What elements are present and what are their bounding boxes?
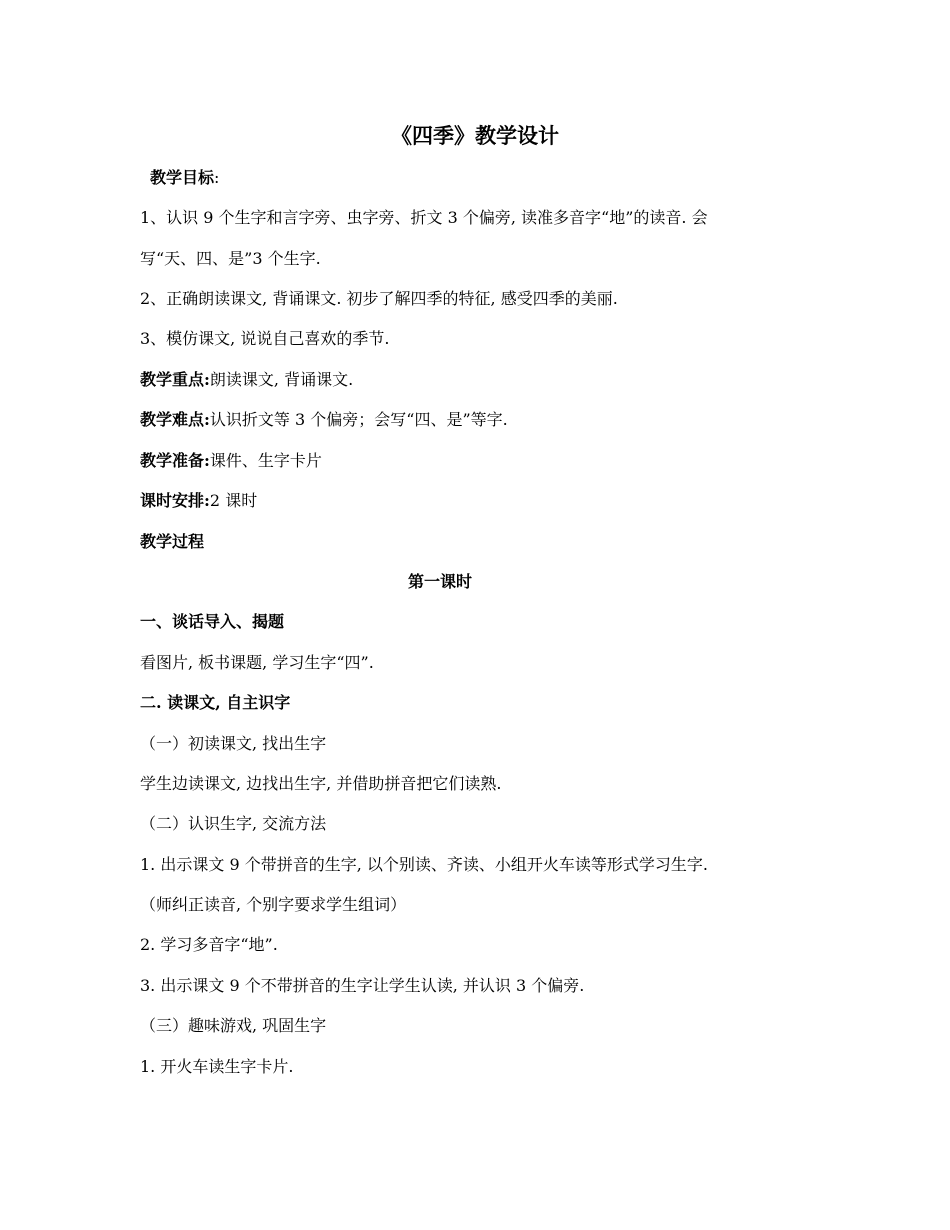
objective-2: 2、正确朗读课文, 背诵课文. 初步了解四季的特征, 感受四季的美丽. [140,289,618,308]
objective-1-line-1: 1、认识 9 个生字和言字旁、虫字旁、折文 3 个偏旁, 读准多音字“地”的读音. 会 [140,208,708,227]
preparation-text: 课件、生字卡片 [209,451,322,470]
sub-2-heading: （二）认识生字, 交流方法 [140,814,327,833]
preparation-label: 教学准备: [140,451,210,470]
objectives-label: 教学目标 [150,168,215,187]
process-heading: 教学过程 [140,532,205,551]
sub-1-text: 学生边读课文, 边找出生字, 并借助拼音把它们读熟. [140,774,502,793]
sub-2-item-1-note: （师纠正读音, 个别字要求学生组词） [140,895,407,914]
objectives-colon: : [214,168,220,187]
objective-3: 3、模仿课文, 说说自己喜欢的季节. [140,329,390,348]
section-1-heading: 一、谈话导入、揭题 [140,612,285,631]
sub-1-heading: （一）初读课文, 找出生字 [140,734,327,753]
lesson-one-heading: 第一课时 [407,572,472,591]
sub-3-heading: （三）趣味游戏, 巩固生字 [140,1016,327,1035]
sub-3-item-1: 1. 开火车读生字卡片. [140,1057,294,1076]
objectives-heading [150,167,840,189]
objective-1-line-2: 写“天、四、是”3 个生字. [140,249,321,268]
schedule [140,490,830,512]
difficulties [140,409,830,431]
section-1-text: 看图片, 板书课题, 学习生字“四”. [140,653,374,672]
preparation [140,450,830,472]
difficulties-text: 认识折文等 3 个偏旁；会写“四、是”等字. [209,410,508,429]
schedule-text: 2 课时 [209,491,258,510]
schedule-label: 课时安排: [140,491,210,510]
document-title: 《四季》教学设计 [391,123,559,148]
sub-2-item-2: 2. 学习多音字“地”. [140,935,278,954]
sub-2-item-3: 3. 出示课文 9 个不带拼音的生字让学生认读, 并认识 3 个偏旁. [140,976,585,995]
key-points-text: 朗读课文, 背诵课文. [209,370,354,389]
difficulties-label: 教学难点: [140,410,210,429]
key-points [140,369,830,391]
sub-2-item-1: 1. 出示课文 9 个带拼音的生字, 以个别读、齐读、小组开火车读等形式学习生字. [140,855,708,874]
section-2-heading: 二. 读课文, 自主识字 [140,693,291,712]
key-points-label: 教学重点: [140,370,210,389]
